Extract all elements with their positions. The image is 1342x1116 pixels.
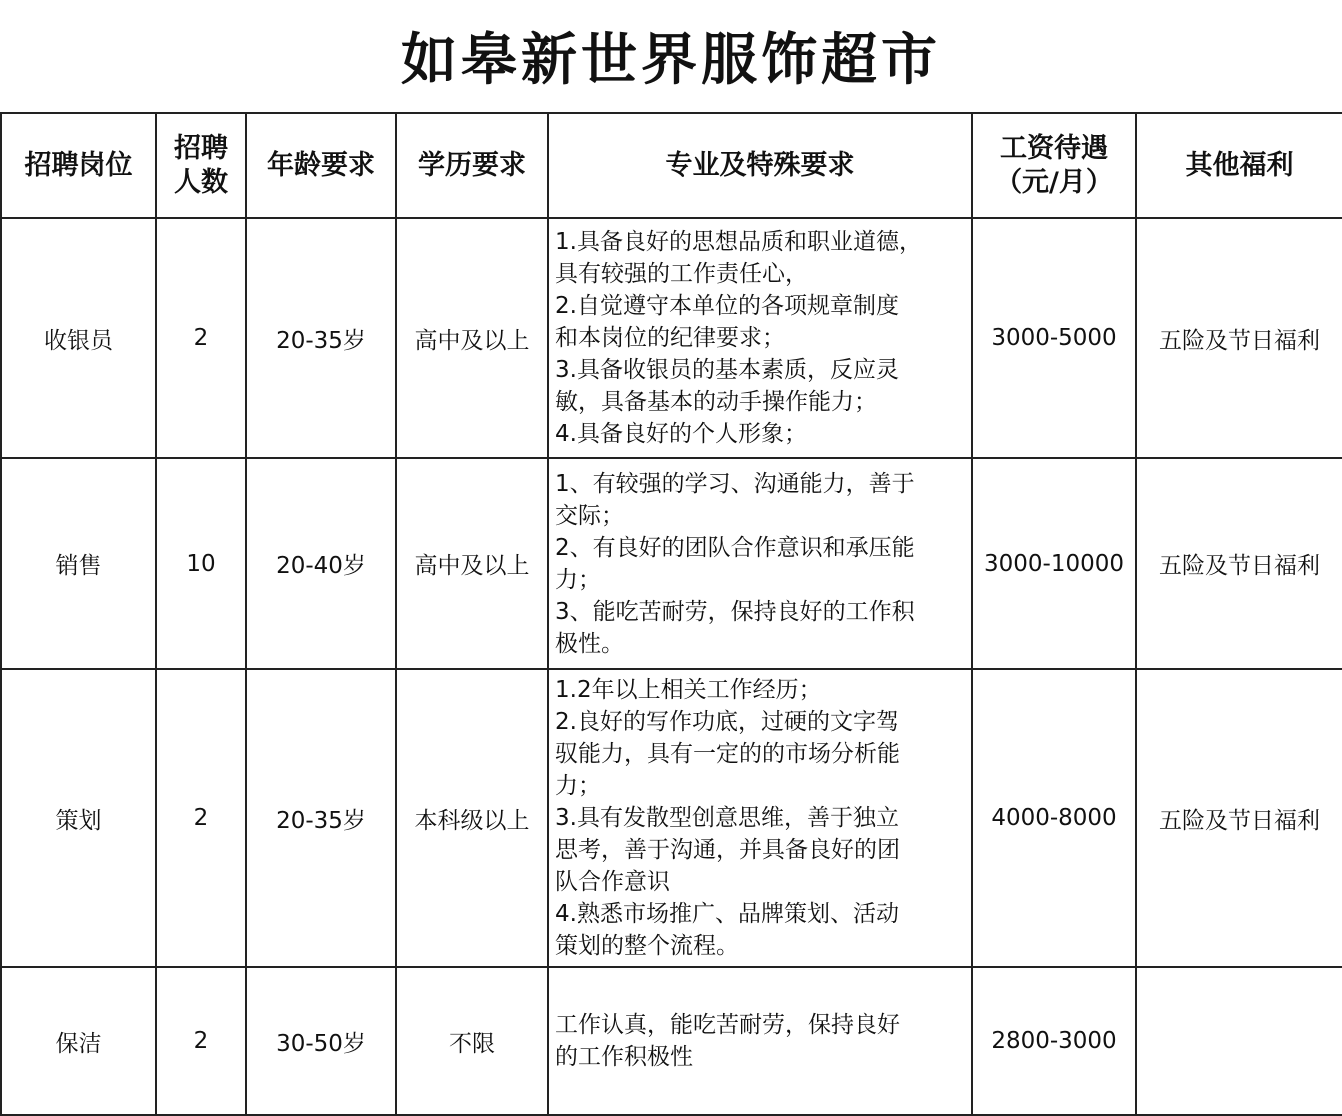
requirement-line: 敏，具备基本的动手操作能力； <box>555 389 877 415</box>
cell-salary: 2800-3000 <box>972 967 1136 1115</box>
header-count <box>156 113 246 218</box>
header-count-line2: 人数 <box>174 166 228 198</box>
requirement-line: 3.具有发散型创意思维，善于独立 <box>555 805 899 831</box>
cell-age: 20-35岁 <box>246 669 396 967</box>
requirement-line: 队合作意识 <box>555 869 670 895</box>
requirement-line: 工作认真，能吃苦耐劳，保持良好 <box>555 1012 900 1038</box>
requirement-line: 的工作积极性 <box>555 1044 693 1070</box>
cell-requirements <box>548 669 972 967</box>
requirement-line: 2.良好的写作功底，过硬的文字驾 <box>555 709 899 735</box>
cell-position: 销售 <box>1 458 156 669</box>
cell-education: 本科级以上 <box>396 669 548 967</box>
header-requirements: 专业及特殊要求 <box>548 113 972 218</box>
page-title: 如皋新世界服饰超市 <box>401 27 941 93</box>
requirement-line: 2.自觉遵守本单位的各项规章制度 <box>555 293 899 319</box>
requirement-line: 3、能吃苦耐劳，保持良好的工作积 <box>555 598 915 625</box>
requirement-line: 1.具备良好的思想品质和职业道德， <box>555 229 922 255</box>
cell-requirements <box>548 967 972 1115</box>
cell-position: 保洁 <box>1 967 156 1115</box>
requirement-line: 力； <box>555 773 601 799</box>
cell-count: 2 <box>156 967 246 1115</box>
cell-requirements <box>548 458 972 669</box>
cell-education: 高中及以上 <box>396 218 548 458</box>
requirement-line: 4.熟悉市场推广、品牌策划、活动 <box>555 901 899 927</box>
header-salary-line2: （元/月） <box>995 166 1113 198</box>
table-row <box>1 967 1342 1115</box>
recruitment-table <box>0 112 1342 1116</box>
header-position: 招聘岗位 <box>1 113 156 218</box>
table-row <box>1 458 1342 669</box>
requirement-line: 驭能力，具有一定的的市场分析能 <box>555 741 900 767</box>
cell-count: 10 <box>156 458 246 669</box>
requirement-line: 3.具备收银员的基本素质，反应灵 <box>555 357 899 383</box>
header-salary <box>972 113 1136 218</box>
requirement-line: 2、有良好的团队合作意识和承压能 <box>555 534 915 561</box>
header-row <box>1 113 1342 218</box>
requirement-line: 4.具备良好的个人形象； <box>555 421 807 447</box>
table-row <box>1 669 1342 967</box>
header-benefits: 其他福利 <box>1136 113 1342 218</box>
cell-position: 策划 <box>1 669 156 967</box>
cell-age: 20-35岁 <box>246 218 396 458</box>
requirement-line: 思考，善于沟通，并具备良好的团 <box>555 837 900 863</box>
cell-count: 2 <box>156 218 246 458</box>
cell-requirements <box>548 218 972 458</box>
cell-benefits: 五险及节日福利 <box>1136 458 1342 669</box>
header-education: 学历要求 <box>396 113 548 218</box>
cell-benefits: 五险及节日福利 <box>1136 218 1342 458</box>
header-salary-line1: 工资待遇 <box>1000 132 1108 164</box>
requirement-line: 具有较强的工作责任心， <box>555 261 808 287</box>
cell-age: 30-50岁 <box>246 967 396 1115</box>
cell-benefits <box>1136 967 1342 1115</box>
cell-salary: 3000-5000 <box>972 218 1136 458</box>
cell-benefits: 五险及节日福利 <box>1136 669 1342 967</box>
requirement-line: 策划的整个流程。 <box>555 933 739 959</box>
cell-education: 高中及以上 <box>396 458 548 669</box>
cell-count: 2 <box>156 669 246 967</box>
cell-salary: 3000-10000 <box>972 458 1136 669</box>
cell-education: 不限 <box>396 967 548 1115</box>
cell-age: 20-40岁 <box>246 458 396 669</box>
requirement-line: 1.2年以上相关工作经历； <box>555 677 822 703</box>
requirement-line: 极性。 <box>555 630 624 657</box>
cell-salary: 4000-8000 <box>972 669 1136 967</box>
cell-position: 收银员 <box>1 218 156 458</box>
requirement-line: 力； <box>555 566 601 593</box>
header-age: 年龄要求 <box>246 113 396 218</box>
requirement-line: 1、有较强的学习、沟通能力，善于 <box>555 470 915 497</box>
requirement-line: 交际； <box>555 502 624 529</box>
header-count-line1: 招聘 <box>174 132 228 164</box>
table-row <box>1 218 1342 458</box>
requirement-line: 和本岗位的纪律要求； <box>555 325 785 351</box>
